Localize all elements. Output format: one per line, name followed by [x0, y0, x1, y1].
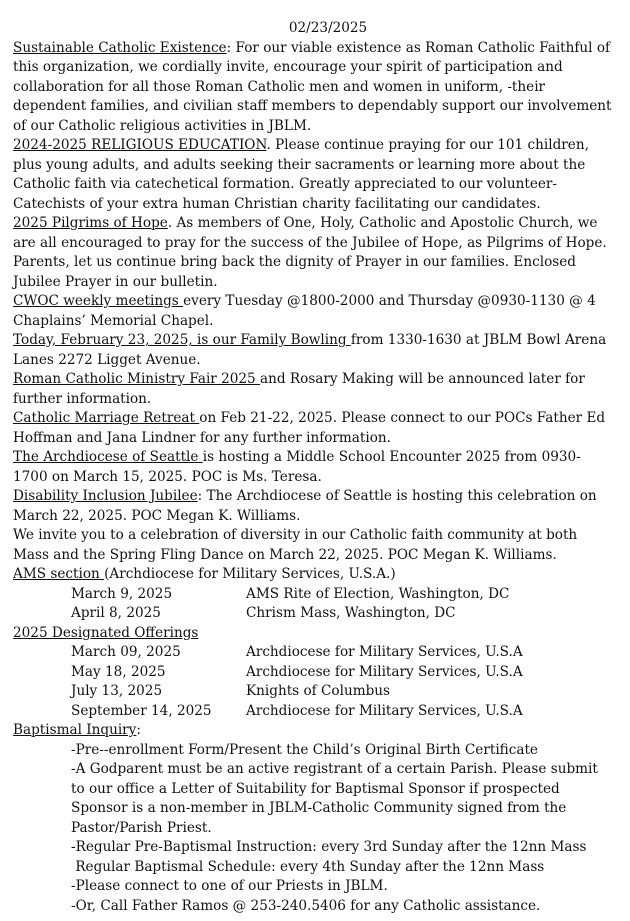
offering-recipient: Archdiocese for Military Services, U.S.A	[246, 702, 523, 719]
body-pilgrims-of-hope: . As members of One, Holy, Catholic and Apostolic Church, we are all encouraged to pray for the success of the Jubilee of Hope, as Pilgrims of Hope. Parents, let us continue bring back the dignity of Prayer in our families. Enclosed Jubilee Prayer in our bulletin.	[13, 215, 607, 290]
offering-date: September 14, 2025	[71, 702, 212, 719]
offering-row	[13, 702, 613, 722]
baptismal-heading	[13, 721, 613, 741]
body-archdiocese-seattle: is hosting a Middle School Encounter 2025 from 0930-1700 on March 15, 2025. POC is Ms. Teresa.	[13, 449, 581, 485]
body-disability-jubilee: : The Archdiocese of Seattle is hosting this celebration on March 22, 2025. POC Megan K. Williams.	[13, 488, 597, 524]
heading-sustainable-existence: Sustainable Catholic Existence	[13, 39, 227, 56]
heading-pilgrims-of-hope: 2025 Pilgrims of Hope	[13, 215, 168, 231]
heading-marriage-retreat: Catholic Marriage Retreat	[13, 410, 200, 426]
ams-date: April 8, 2025	[71, 605, 161, 621]
offerings-heading	[13, 624, 613, 644]
offering-row	[13, 643, 613, 663]
offering-row	[13, 663, 613, 683]
heading-cwoc-meetings: CWOC weekly meetings	[13, 293, 184, 309]
body-religious-education: . Please continue praying for our 101 children, plus young adults, and adults seeking their sacraments or learning more about the Catholic faith via catechetical formation. Greatly appreciated to our volunteer-Catechists of your extra human Christian charity facilitating our candidates.	[13, 137, 589, 212]
paragraph-disability-jubilee	[13, 487, 613, 526]
bulletin-page	[13, 19, 613, 916]
offering-recipient: Archdiocese for Military Services, U.S.A	[246, 644, 523, 660]
ams-row	[13, 604, 613, 624]
baptismal-item: -Please connect to one of our Priests in JBLM.	[71, 878, 388, 894]
offering-recipient: Knights of Columbus	[246, 683, 391, 699]
offering-recipient: Archdiocese for Military Services, U.S.A	[246, 663, 523, 680]
heading-family-bowling: Today, February 23, 2025, is our Family Bowling	[13, 332, 351, 348]
paragraph-pilgrims-of-hope	[13, 214, 613, 292]
paragraph-marriage-retreat	[13, 409, 613, 448]
body-family-bowling: from 1330-1630 at JBLM Bowl Arena Lanes 2272 Ligget Avenue.	[13, 332, 607, 368]
ams-section-heading	[13, 565, 613, 585]
paragraph-archdiocese-seattle	[13, 448, 613, 487]
body-ministry-fair: and Rosary Making will be announced later for further information.	[13, 371, 585, 407]
baptismal-heading-colon: :	[136, 722, 141, 738]
baptismal-item: -A Godparent must be an active registrant of a certain Parish. Please submit to our office a Letter of Suitability for Baptismal Sponsor if prospected Sponsor is a non-member in JBLM-Catholic Community signed from the Pastor/Parish Priest.	[71, 761, 598, 836]
baptismal-item: -Or, Call Father Ramos @ 253-240.5406 for any Catholic assistance.	[71, 897, 541, 914]
baptismal-item: Regular Baptismal Schedule: every 4th Sunday after the 12nn Mass	[71, 858, 545, 875]
heading-designated-offerings: 2025 Designated Offerings	[13, 624, 199, 641]
heading-disability-jubilee: Disability Inclusion Jubilee	[13, 488, 198, 504]
paragraph-sustainable-existence	[13, 39, 613, 137]
ams-event: Chrism Mass, Washington, DC	[246, 605, 456, 621]
ams-row	[13, 585, 613, 605]
bulletin-date: 02/23/2025	[288, 20, 368, 36]
paragraph-diversity-celebration: We invite you to a celebration of diversity in our Catholic faith community at both Mass and the Spring Fling Dance on March 22, 2025. POC Megan K. Williams.	[13, 527, 578, 563]
offering-row	[13, 682, 613, 702]
paragraph-family-bowling	[13, 331, 613, 370]
heading-baptismal-inquiry: Baptismal Inquiry	[13, 722, 137, 738]
offering-date: May 18, 2025	[71, 663, 166, 680]
ams-section-subtitle: (Archdiocese for Military Services, U.S.A.)	[104, 566, 396, 582]
ams-event: AMS Rite of Election, Washington, DC	[246, 585, 510, 602]
heading-ams-section: AMS section	[13, 566, 105, 582]
baptismal-item: -Regular Pre-Baptismal Instruction: every 3rd Sunday after the 12nn Mass	[71, 839, 587, 855]
heading-religious-education: 2024-2025 RELIGIOUS EDUCATION	[13, 137, 267, 153]
paragraph-cwoc-meetings	[13, 292, 613, 331]
offering-date: March 09, 2025	[71, 644, 181, 660]
body-cwoc-meetings: every Tuesday @1800-2000 and Thursday @0930-1130 @ 4 Chaplains’ Memorial Chapel.	[13, 293, 596, 329]
body-sustainable-existence: : For our viable existence as Roman Catholic Faithful of this organization, we cordially invite, encourage your spirit of participation and collaboration for all those Roman Catholic men and women in uniform, -their dependent families, and civilian staff members to dependably support our involvement of our Catholic religious activities in JBLM.	[13, 39, 612, 134]
baptismal-item: -Pre--enrollment Form/Present the Child’s Original Birth Certificate	[71, 741, 538, 758]
ams-date: March 9, 2025	[71, 585, 173, 602]
paragraph-ministry-fair	[13, 370, 613, 409]
heading-ministry-fair: Roman Catholic Ministry Fair 2025	[13, 371, 261, 387]
body-marriage-retreat: on Feb 21-22, 2025. Please connect to our POCs Father Ed Hoffman and Jana Lindner for any further information.	[13, 410, 606, 446]
paragraph-religious-education	[13, 136, 613, 214]
heading-archdiocese-seattle: The Archdiocese of Seattle	[13, 449, 203, 465]
offering-date: July 13, 2025	[71, 683, 163, 699]
